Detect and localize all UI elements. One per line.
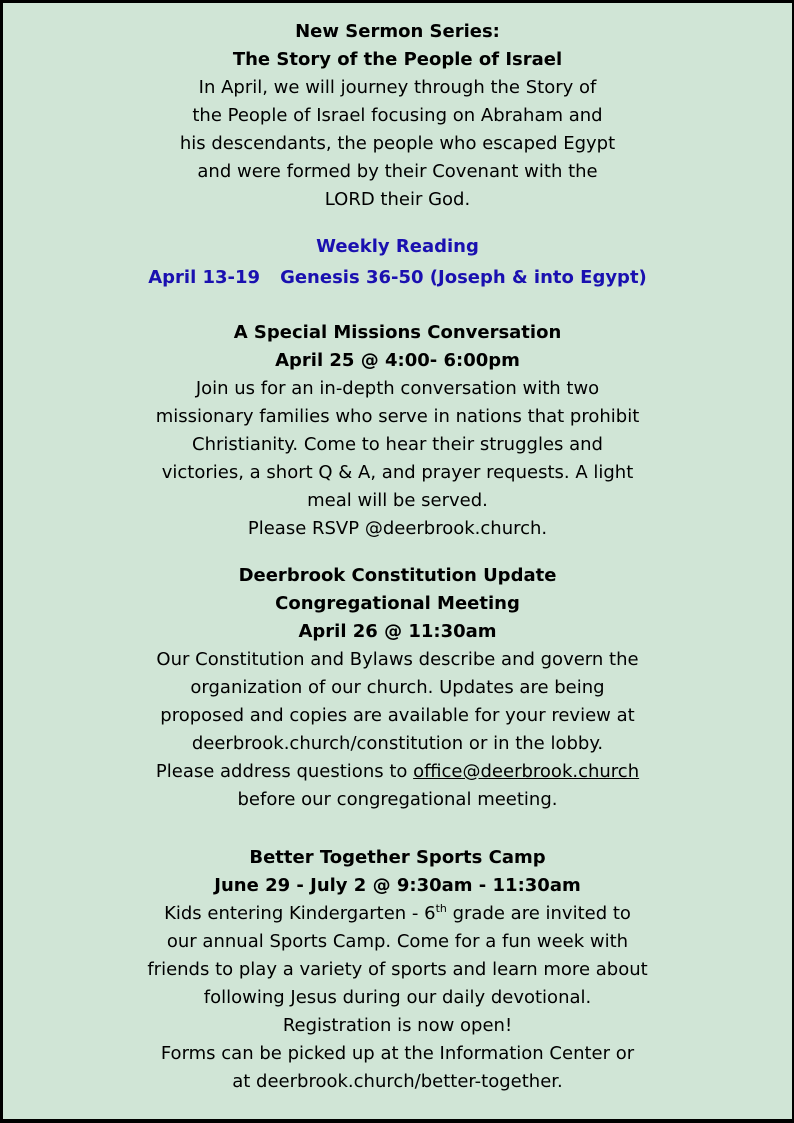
missions-body-line: Join us for an in-depth conversation with two [195, 378, 600, 399]
bulletin-page [3, 3, 792, 1119]
sermon-series-section [3, 18, 792, 214]
constitution-questions-line [3, 758, 792, 786]
sermon-body-line: LORD their God. [324, 189, 471, 210]
sermon-body-line: and were formed by their Covenant with the [197, 161, 598, 182]
missions-body-line: meal will be served. [307, 490, 488, 511]
camp-body-line: Forms can be picked up at the Information Center or [160, 1043, 635, 1064]
constitution-datetime: April 26 @ 11:30am [298, 621, 497, 642]
missions-rsvp: Please RSVP @deerbrook.church. [247, 518, 548, 539]
missions-heading: A Special Missions Conversation [233, 322, 562, 343]
camp-body-line: Registration is now open! [282, 1015, 513, 1036]
constitution-body-line: organization of our church. Updates are being [190, 677, 605, 698]
constitution-body-line: deerbrook.church/constitution or in the lobby. [191, 733, 604, 754]
camp-body-line [3, 900, 792, 928]
constitution-body-line: Our Constitution and Bylaws describe and govern the [156, 649, 639, 670]
constitution-section [3, 562, 792, 814]
missions-body-line: Christianity. Come to hear their struggles and [192, 434, 603, 455]
camp-body-line: following Jesus during our daily devotional. [203, 987, 592, 1008]
sports-camp-section [3, 844, 792, 1096]
camp-body-line: at deerbrook.church/better-together. [232, 1071, 563, 1092]
camp-line1-prefix: Kids entering Kindergarten - 6 [164, 903, 436, 924]
constitution-body-line: proposed and copies are available for your review at [160, 705, 635, 726]
missions-datetime: April 25 @ 4:00- 6:00pm [275, 350, 520, 371]
camp-body-line: our annual Sports Camp. Come for a fun week with [166, 931, 629, 952]
constitution-questions-prefix: Please address questions to [155, 761, 414, 782]
sermon-body-line: In April, we will journey through the Story of [198, 77, 597, 98]
missions-section [3, 319, 792, 543]
camp-body-line: friends to play a variety of sports and learn more about [147, 959, 648, 980]
sermon-body-line: the People of Israel focusing on Abraham and [192, 105, 603, 126]
sermon-heading-1: New Sermon Series: [295, 21, 500, 42]
weekly-reading-section [3, 233, 792, 292]
sermon-heading-2: The Story of the People of Israel [232, 49, 563, 70]
sermon-body-line: his descendants, the people who escaped Egypt [179, 133, 616, 154]
weekly-reading-passage: Genesis 36-50 (Joseph & into Egypt) [280, 267, 647, 288]
office-email-link[interactable]: office@deerbrook.church [413, 761, 640, 782]
constitution-heading-2: Congregational Meeting [275, 593, 520, 614]
camp-heading: Better Together Sports Camp [249, 847, 546, 868]
constitution-closing: before our congregational meeting. [237, 789, 558, 810]
camp-line1-suffix: grade are invited to [446, 903, 631, 924]
camp-datetime: June 29 - July 2 @ 9:30am - 11:30am [214, 875, 581, 896]
weekly-reading-entry [3, 264, 792, 292]
camp-line1-superscript: th [435, 902, 447, 915]
missions-body-line: missionary families who serve in nations that prohibit [155, 406, 640, 427]
constitution-heading-1: Deerbrook Constitution Update [238, 565, 557, 586]
weekly-reading-dates: April 13-19 [148, 267, 261, 288]
missions-body-line: victories, a short Q & A, and prayer requests. A light [161, 462, 634, 483]
weekly-reading-heading: Weekly Reading [316, 236, 479, 257]
